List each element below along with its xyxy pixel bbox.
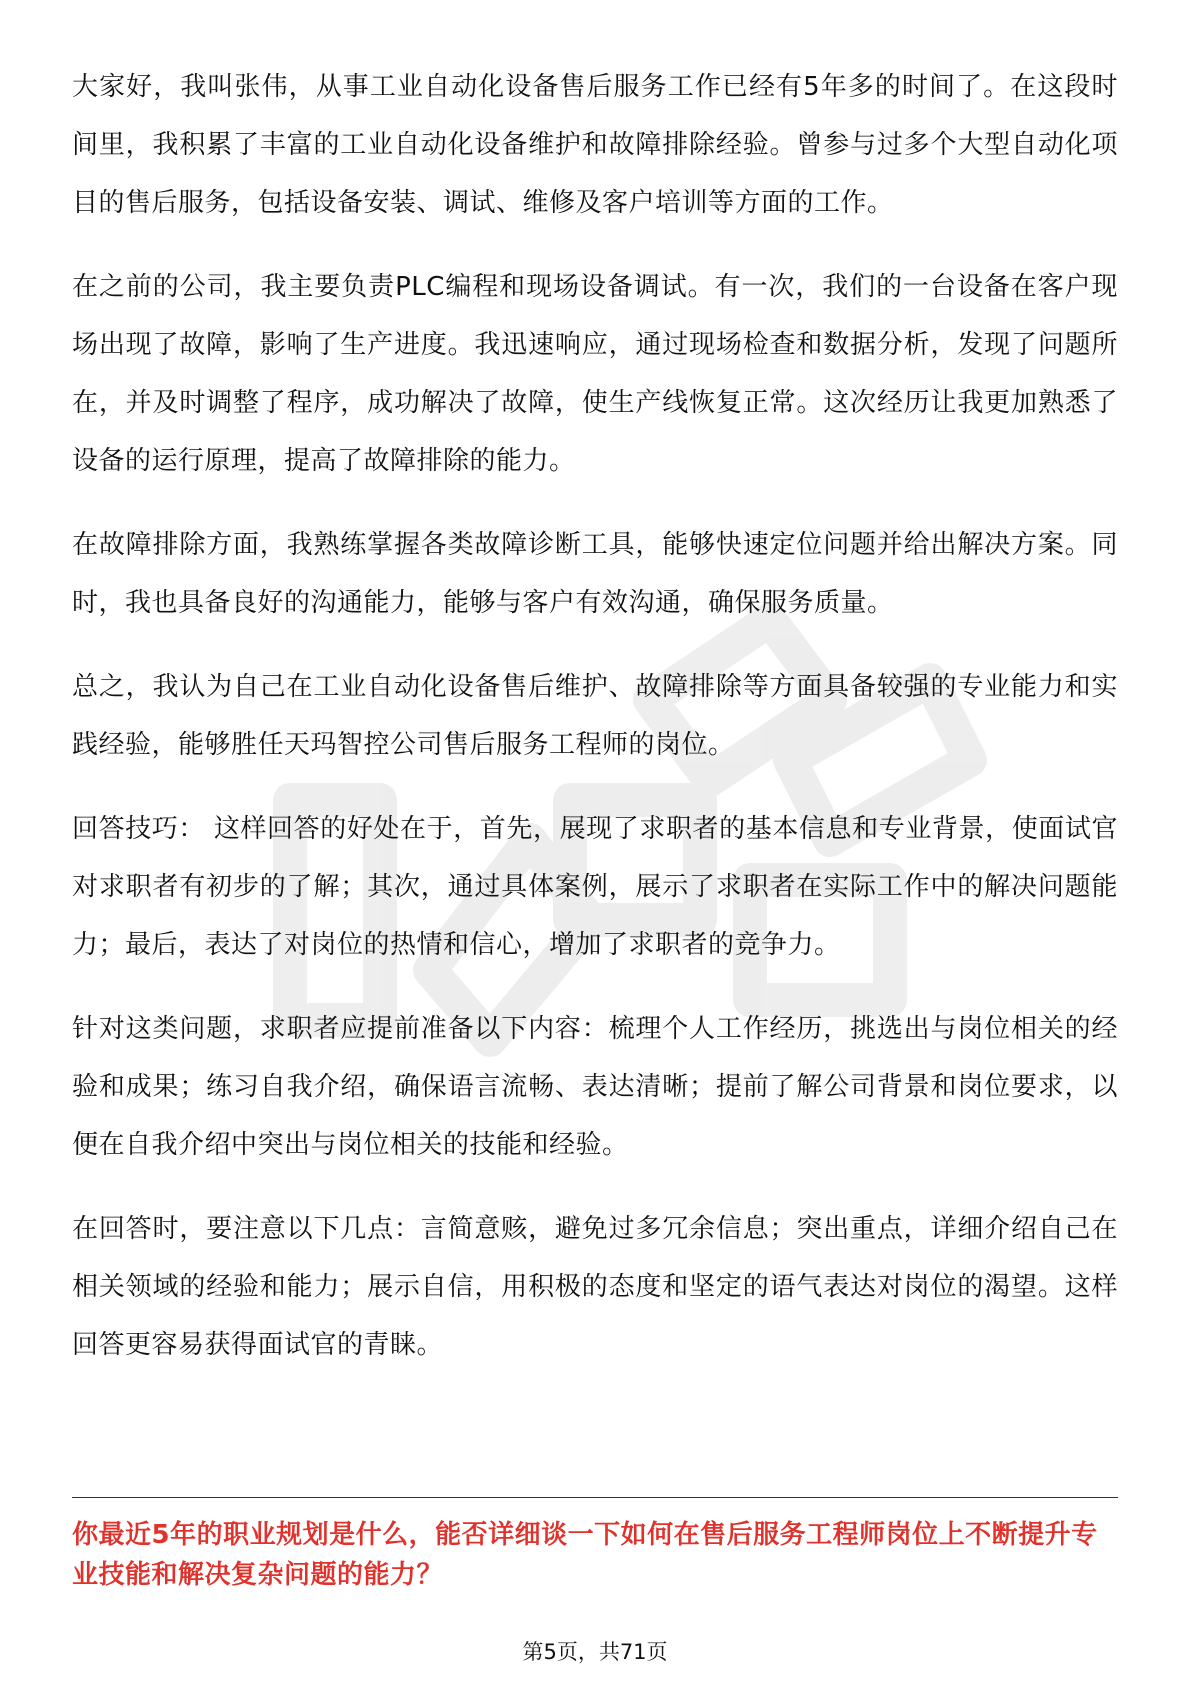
paragraph-troubleshooting: 在故障排除方面，我熟练掌握各类故障诊断工具，能够快速定位问题并给出解决方案。同时，我也具备良好的沟通能力，能够与客户有效沟通，确保服务质量。	[72, 530, 1118, 618]
paragraph-experience: 在之前的公司，我主要负责PLC编程和现场设备调试。有一次，我们的一台设备在客户现场出现了故障，影响了生产进度。我迅速响应，通过现场检查和数据分析，发现了问题所在，并及时调整了程序，成功解决了故障，使生产线恢复正常。这次经历让我更加熟悉了设备的运行原理，提高了故障排除的能力。	[72, 272, 1118, 476]
section-divider	[72, 1497, 1118, 1498]
document-body	[72, 58, 1118, 1400]
paragraph-intro: 大家好，我叫张伟，从事工业自动化设备售后服务工作已经有5年多的时间了。在这段时间里，我积累了丰富的工业自动化设备维护和故障排除经验。曾参与过多个大型自动化项目的售后服务，包括设备安装、调试、维修及客户培训等方面的工作。	[72, 72, 1118, 218]
paragraph-preparation: 针对这类问题，求职者应提前准备以下内容：梳理个人工作经历，挑选出与岗位相关的经验和成果；练习自我介绍，确保语言流畅、表达清晰；提前了解公司背景和岗位要求，以便在自我介绍中突出与岗位相关的技能和经验。	[72, 1014, 1118, 1160]
next-question-heading: 你最近5年的职业规划是什么，能否详细谈一下如何在售后服务工程师岗位上不断提升专业技能和解决复杂问题的能力？	[72, 1520, 1098, 1590]
page-number-footer: 第5页，共71页	[522, 1640, 668, 1664]
paragraph-answer-tips: 回答技巧： 这样回答的好处在于，首先，展现了求职者的基本信息和专业背景，使面试官对求职者有初步的了解；其次，通过具体案例，展示了求职者在实际工作中的解决问题能力；最后，表达了对岗位的热情和信心，增加了求职者的竞争力。	[72, 814, 1118, 960]
paragraph-notes: 在回答时，要注意以下几点：言简意赅，避免过多冗余信息；突出重点，详细介绍自己在相关领域的经验和能力；展示自信，用积极的态度和坚定的语气表达对岗位的渴望。这样回答更容易获得面试官的青睐。	[72, 1214, 1118, 1360]
paragraph-summary: 总之，我认为自己在工业自动化设备售后维护、故障排除等方面具备较强的专业能力和实践经验，能够胜任天玛智控公司售后服务工程师的岗位。	[72, 672, 1118, 760]
